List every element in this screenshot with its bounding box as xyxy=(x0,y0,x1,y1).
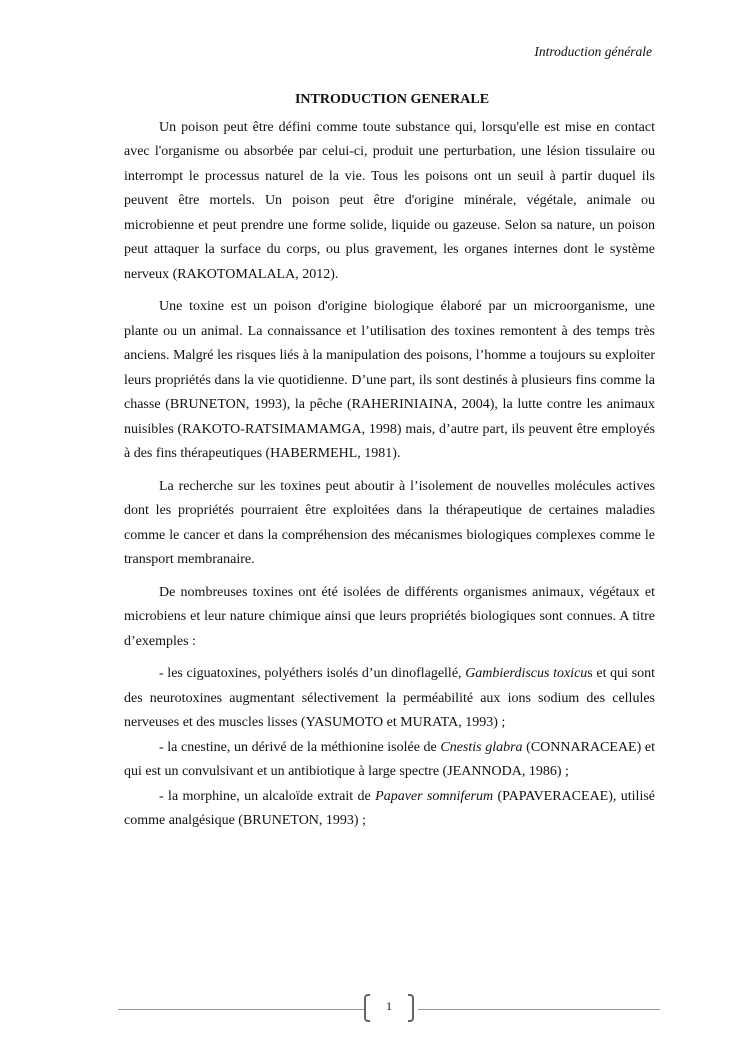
list-item-text: - la morphine, un alcaloïde extrait de xyxy=(159,788,376,804)
page-number-bracket-right xyxy=(408,994,414,1022)
list-item-ciguatoxines xyxy=(124,662,655,736)
list-item-text: (PAPAVERACEAE), utilisé comme analgésique (BRUNETON, 1993) ; xyxy=(124,788,655,828)
species-name: Papaver somniferum xyxy=(375,788,494,804)
list-item-text: - les ciguatoxines, polyéthers isolés d’un dinoflagellé, xyxy=(159,666,466,681)
running-header: Introduction générale xyxy=(534,44,652,59)
footer-divider-right xyxy=(418,1009,660,1010)
species-name: Cnestis glabra xyxy=(440,739,523,755)
page-title: INTRODUCTION GENERALE xyxy=(294,92,490,107)
list-item-text: s et qui sont des neurotoxines augmentant sélectivement la perméabilité aux ions sodium des cellules nerveuses et des muscles lisses (YASUMOTO et MURATA, 1993) ; xyxy=(124,666,655,730)
footer-divider-left xyxy=(118,1009,364,1010)
list-item-morphine xyxy=(124,785,655,834)
paragraph-toxin-research: La recherche sur les toxines peut aboutir à l’isolement de nouvelles molécules actives dont les propriétés pourraient être exploitées dans la thérapeutique de certaines maladies comme le cancer et dans la compréhension des mécanismes biologiques complexes comme le transport membranaire. xyxy=(124,478,655,567)
page-body xyxy=(124,88,655,834)
list-item-text: (CONNARACEAE) et qui est un convulsivant et un antibiotique à large spectre (JEANNODA, 1986) ; xyxy=(124,739,655,779)
list-item-text: - la cnestine, un dérivé de la méthionine isolée de xyxy=(159,739,441,755)
page-number: 1 xyxy=(386,999,392,1013)
paragraph-toxin-examples: De nombreuses toxines ont été isolées de différents organismes animaux, végétaux et microbiens et leur nature chimique ainsi que leurs propriétés biologiques sont connues. A titre d’exemples : xyxy=(124,584,655,649)
paragraph-toxin-definition: Une toxine est un poison d'origine biologique élaboré par un microorganisme, une plante ou un animal. La connaissance et l’utilisation des toxines remontent à des temps très anciens. Malgré les risques liés à la manipulation des poisons, l’homme a toujours su exploiter leurs propriétés dans la vie quotidienne. D’une part, ils sont destinés à plusieurs fins comme la chasse (BRUNETON, 1993), la pêche (RAHERINIAINA, 2004), la lutte contre les animaux nuisibles (RAKOTO-RATSIMAMAMGA, 1998) mais, d’autre part, ils peuvent être employés à des fins thérapeutiques (HABERMEHL, 1981). xyxy=(124,299,655,461)
paragraph-poison-definition: Un poison peut être défini comme toute substance qui, lorsqu'elle est mise en contact avec l'organisme ou absorbée par celui-ci, produit une perturbation, une lésion tissulaire ou interrompt le processus naturel de la vie. Tous les poisons ont un seuil à partir duquel ils peuvent être mortels. Un poison peut être d'origine minérale, végétale, animale ou microbienne et peut prendre une forme solide, liquide ou gazeuse. Selon sa nature, un poison peut attaquer la surface du corps, ou plus gravement, les organes internes dont le système nerveux (RAKOTOMALALA, 2012). xyxy=(124,119,655,282)
species-name: Gambierdiscus toxicu xyxy=(465,666,588,681)
list-item-cnestine xyxy=(124,736,655,785)
